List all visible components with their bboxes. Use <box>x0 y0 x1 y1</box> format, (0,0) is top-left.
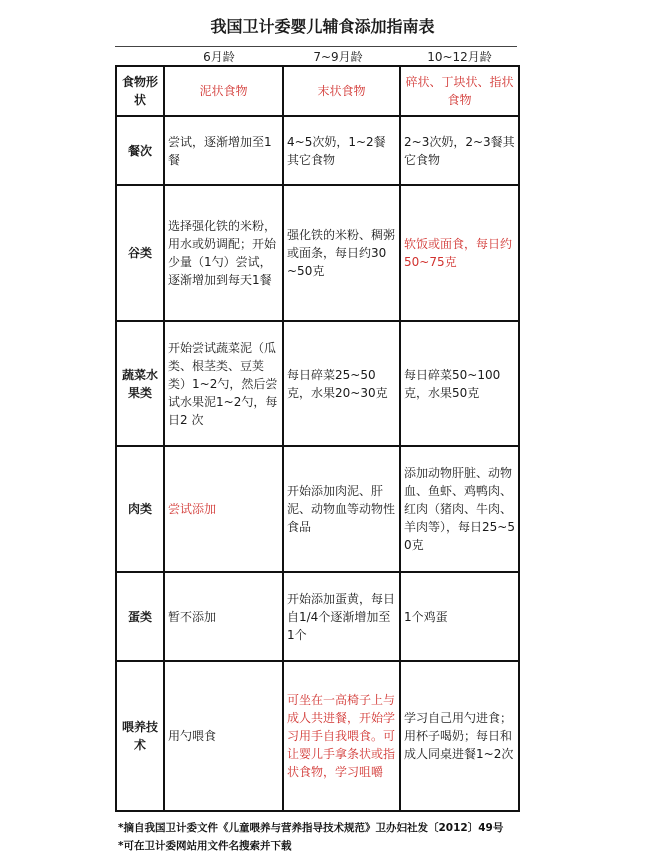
cell-meals-6m: 尝试，逐渐增加至1餐 <box>164 116 283 185</box>
feeding-guide-table <box>115 65 520 812</box>
column-header-7-9-months: 7~9月龄 <box>313 50 363 64</box>
cell-food-texture-6m: 泥状食物 <box>164 66 283 116</box>
row-label-feeding-technique: 喂养技术 <box>116 661 164 811</box>
table-row-grains <box>116 185 519 321</box>
row-label-meat: 肉类 <box>116 446 164 572</box>
table-row-food-texture <box>116 66 519 116</box>
cell-meat-10-12m: 添加动物肝脏、动物血、鱼虾、鸡鸭肉、红肉（猪肉、牛肉、羊肉等），每日25~50克 <box>400 446 519 572</box>
cell-vegetables-7-9m: 每日碎菜25~50克，水果20~30克 <box>283 321 400 446</box>
cell-grains-6m: 选择强化铁的米粉，用水或奶调配；开始少量（1勺）尝试，逐渐增加到每天1餐 <box>164 185 283 321</box>
table-row-feeding-technique <box>116 661 519 811</box>
table-row-meals <box>116 116 519 185</box>
page-title: 我国卫计委婴儿辅食添加指南表 <box>210 17 435 36</box>
table-row-meat <box>116 446 519 572</box>
cell-feeding-10-12m: 学习自己用勺进食；用杯子喝奶；每日和成人同桌进餐1~2次 <box>400 661 519 811</box>
header-divider <box>115 46 517 47</box>
cell-grains-7-9m: 强化铁的米粉、稠粥或面条，每日约30~50克 <box>283 185 400 321</box>
cell-eggs-7-9m: 开始添加蛋黄，每日自1/4个逐渐增加至1个 <box>283 572 400 661</box>
cell-meat-6m: 尝试添加 <box>164 446 283 572</box>
cell-meals-10-12m: 2~3次奶，2~3餐其它食物 <box>400 116 519 185</box>
cell-eggs-10-12m: 1个鸡蛋 <box>400 572 519 661</box>
row-label-grains: 谷类 <box>116 185 164 321</box>
column-header-10-12-months: 10~12月龄 <box>427 50 492 64</box>
cell-eggs-6m: 暂不添加 <box>164 572 283 661</box>
column-header-6-months: 6月龄 <box>203 50 235 64</box>
row-label-meals: 餐次 <box>116 116 164 185</box>
footnote-source: *摘自我国卫计委文件《儿童喂养与营养指导技术规范》卫办妇社发〔2012〕49号 <box>118 822 504 834</box>
cell-vegetables-6m: 开始尝试蔬菜泥（瓜类、根茎类、豆荚类）1~2勺，然后尝试水果泥1~2勺，每日2 次 <box>164 321 283 446</box>
cell-feeding-6m: 用勺喂食 <box>164 661 283 811</box>
table-row-eggs <box>116 572 519 661</box>
cell-feeding-7-9m: 可坐在一高椅子上与成人共进餐，开始学习用手自我喂食。可让婴儿手拿条状或指状食物，学习咀嚼 <box>283 661 400 811</box>
cell-meat-7-9m: 开始添加肉泥、肝泥、动物血等动物性食品 <box>283 446 400 572</box>
row-label-food-texture: 食物形状 <box>116 66 164 116</box>
cell-grains-10-12m: 软饭或面食，每日约50~75克 <box>400 185 519 321</box>
cell-food-texture-10-12m: 碎状、丁块状、指状食物 <box>400 66 519 116</box>
table-row-vegetables-fruits <box>116 321 519 446</box>
row-label-eggs: 蛋类 <box>116 572 164 661</box>
footnote-download: *可在卫计委网站用文件名搜索并下载 <box>118 840 292 852</box>
row-label-vegetables-fruits: 蔬菜水果类 <box>116 321 164 446</box>
cell-vegetables-10-12m: 每日碎菜50~100克，水果50克 <box>400 321 519 446</box>
cell-food-texture-7-9m: 末状食物 <box>283 66 400 116</box>
cell-meals-7-9m: 4~5次奶，1~2餐其它食物 <box>283 116 400 185</box>
